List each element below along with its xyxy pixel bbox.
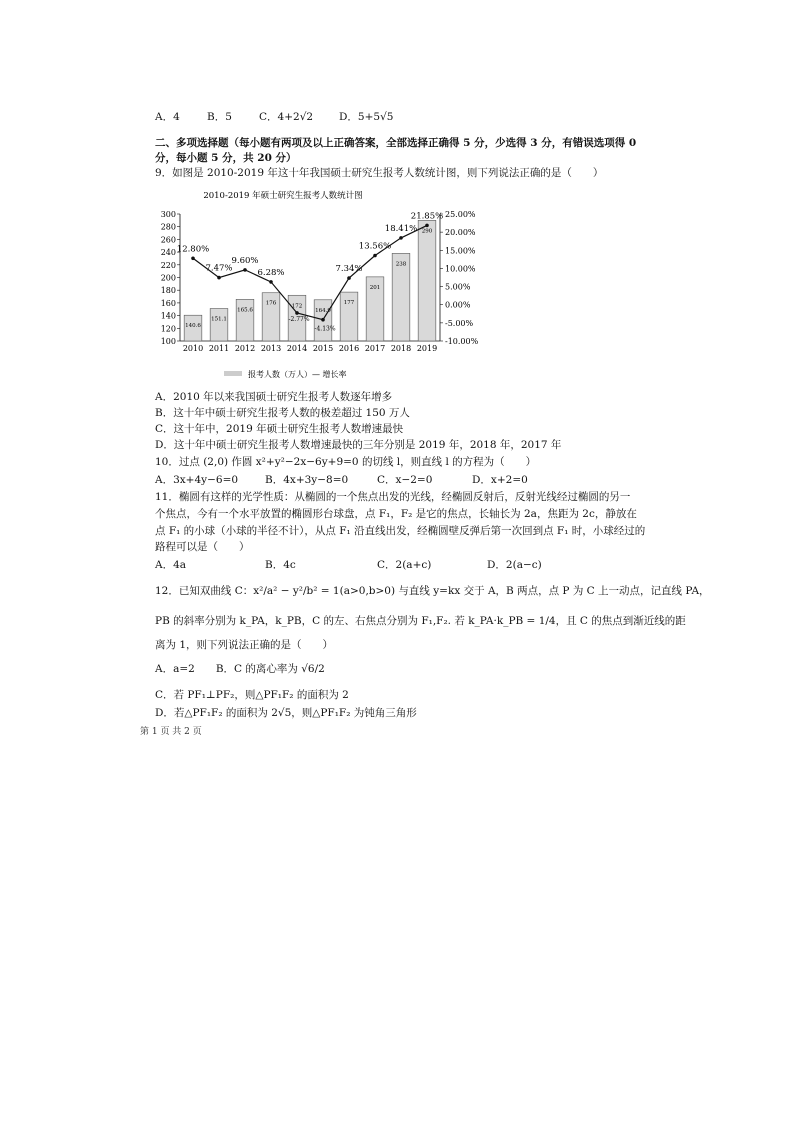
chart-legend [224, 369, 347, 379]
q9-option-a: A．2010 年以来我国硕士研究生报考人数逐年增多 [155, 391, 393, 403]
q12-option-ab: A．a=2 B．C 的离心率为 √6/2 [155, 663, 325, 675]
growth-rate-label: 13.56% [358, 241, 392, 252]
q9-option-d: D．这十年中硕士研究生报考人数增速最快的三年分别是 2019 年，2018 年，2017 年 [155, 439, 562, 451]
legend-bar-swatch [224, 371, 242, 376]
q12-option-d: D．若△PF₁F₂ 的面积为 2√5，则△PF₁F₂ 为钝角三角形 [155, 707, 417, 719]
growth-rate-label: -4.13% [314, 325, 336, 333]
q8-option-d: D．5+5√5 [339, 111, 394, 123]
growth-rate-label: 12.80% [176, 244, 210, 255]
section2-heading-1: 二、多项选择题（每小题有两项及以上正确答案，全部选择正确得 5 分，少选得 3 分，有错误选项得 0 [155, 137, 637, 149]
growth-rate-point [373, 254, 377, 258]
q11-options [155, 558, 542, 572]
bar [418, 220, 436, 341]
chart-title: 2010-2019 年硕士研究生报考人数统计图 [203, 191, 363, 201]
y-tick-label: 180 [160, 286, 176, 296]
x-tick-label: 2018 [390, 344, 412, 353]
q12-option-c: C．若 PF₁⊥PF₂，则△PF₁F₂ 的面积为 2 [155, 689, 349, 701]
bar-value-label: 290 [421, 228, 433, 235]
chart-body [161, 210, 479, 353]
enrollment-chart [148, 186, 508, 382]
y-tick-label: 280 [160, 222, 176, 232]
q8-option-c: C．4+2√2 [259, 111, 314, 123]
q8-options [155, 110, 393, 124]
bar [210, 309, 228, 341]
y2-tick-label: 15.00% [445, 246, 476, 256]
y-tick-label: 300 [160, 210, 176, 219]
x-tick-label: 2014 [286, 344, 308, 353]
bar-value-label: 201 [369, 284, 381, 291]
q11-option-d: D．2(a−c) [487, 559, 542, 571]
growth-rate-point [399, 236, 403, 240]
y-tick-label: 260 [160, 235, 176, 245]
growth-rate-label: 7.47% [205, 263, 233, 274]
y2-tick-label: 0.00% [445, 300, 471, 310]
bar-value-label: 165.6 [237, 307, 253, 314]
q11-option-c: C．2(a+c) [377, 559, 432, 571]
q10-stem: 10．过点 (2,0) 作圆 x²+y²−2x−6y+9=0 的切线 l，则直线 l 的方程为（ ） [155, 456, 537, 468]
y2-tick-label: 5.00% [445, 282, 471, 292]
bar-value-label: 172 [291, 303, 303, 310]
q9-stem: 9．如图是 2010-2019 年这十年我国硕士研究生报考人数统计图，则下列说法正确的是（ ） [155, 167, 604, 179]
bar-value-label: 177 [343, 300, 355, 307]
y2-tick-label: -10.00% [445, 337, 479, 346]
bar-value-label: 176 [265, 300, 277, 307]
y-tick-label: 120 [160, 324, 176, 334]
growth-rate-label: 6.28% [257, 267, 285, 278]
x-tick-label: 2011 [208, 344, 230, 353]
growth-rate-label: 7.34% [335, 264, 363, 275]
q10-option-b: B．4x+3y−8=0 [265, 474, 349, 486]
x-tick-label: 2017 [364, 344, 386, 353]
q12-line-2: PB 的斜率分别为 k_PA，k_PB，C 的左、右焦点分别为 F₁,F₂. 若 k_PA·k_PB = 1/4，且 C 的焦点到渐近线的距 [155, 615, 686, 627]
y-tick-label: 160 [160, 298, 176, 308]
y-tick-label: 240 [160, 248, 176, 258]
page-footer: 第 1 页 共 2 页 [140, 727, 202, 737]
growth-rate-label: 18.41% [384, 223, 418, 234]
q11-line-1: 11．椭圆有这样的光学性质：从椭圆的一个焦点出发的光线，经椭圆反射后，反射光线经过椭圆的另一 [155, 491, 631, 503]
growth-rate-label: 9.60% [231, 255, 259, 266]
q8-option-b: B．5 [207, 111, 232, 123]
x-tick-label: 2010 [182, 344, 204, 353]
growth-rate-point [295, 311, 299, 315]
y2-tick-label: 10.00% [445, 264, 476, 274]
x-tick-label: 2016 [338, 344, 360, 353]
bar-value-label: 151.1 [211, 316, 227, 323]
growth-rate-point [243, 268, 247, 272]
growth-rate-point [217, 276, 221, 280]
q11-line-2: 个焦点，今有一个水平放置的椭圆形台球盘，点 F₁，F₂ 是它的焦点，长轴长为 2a，焦距为 2c，静放在 [155, 508, 637, 520]
y2-tick-label: 20.00% [445, 228, 476, 238]
x-tick-label: 2015 [312, 344, 334, 353]
x-tick-label: 2013 [260, 344, 282, 353]
q9-option-b: B．这十年中硕士研究生报考人数的极差超过 150 万人 [155, 407, 410, 419]
y-tick-label: 200 [160, 273, 176, 283]
x-tick-label: 2012 [234, 344, 256, 353]
growth-rate-point [269, 280, 273, 284]
q9-option-c: C．这十年中，2019 年硕士研究生报考人数增速最快 [155, 423, 404, 435]
growth-rate-point [425, 224, 429, 228]
q11-option-a: A．4a [155, 559, 187, 571]
y-tick-label: 100 [160, 337, 176, 346]
q10-option-a: A．3x+4y−6=0 [155, 474, 239, 486]
bar [236, 299, 254, 341]
growth-rate-point [321, 318, 325, 322]
growth-rate-label: 21.85% [410, 211, 444, 222]
q10-option-c: C．x−2=0 [377, 474, 433, 486]
growth-rate-point [347, 276, 351, 280]
q11-line-3: 点 F₁ 的小球（小球的半径不计），从点 F₁ 沿直线出发，经椭圆壁反弹后第一次回到点 F₁ 时，小球经过的 [155, 525, 646, 537]
bar-value-label: 238 [395, 261, 407, 268]
y2-tick-label: 25.00% [445, 210, 476, 219]
growth-rate-point [191, 256, 195, 260]
y-tick-label: 220 [160, 260, 176, 270]
q8-option-a: A．4 [155, 111, 180, 123]
q10-option-d: D．x+2=0 [472, 474, 528, 486]
bar-value-label: 164.9 [315, 307, 331, 314]
q12-line-1: 12．已知双曲线 C：x²/a² − y²/b² = 1(a>0,b>0) 与直线 y=kx 交于 A，B 两点，点 P 为 C 上一动点，记直线 PA， [155, 585, 710, 597]
y2-tick-label: -5.00% [445, 318, 474, 328]
growth-rate-label: -2.77% [288, 315, 310, 323]
y-tick-label: 140 [160, 311, 176, 321]
q12-line-3: 离为 1，则下列说法正确的是（ ） [155, 639, 334, 651]
bar-value-label: 140.6 [185, 323, 201, 330]
q10-options [155, 473, 528, 487]
section2-heading-2: 分，每小题 5 分，共 20 分） [155, 152, 297, 164]
x-tick-label: 2019 [416, 344, 438, 353]
q11-line-4: 路程可以是（ ） [155, 541, 250, 553]
q11-option-b: B．4c [265, 559, 296, 571]
legend-text: 报考人数（万人）— 增长率 [248, 370, 347, 379]
